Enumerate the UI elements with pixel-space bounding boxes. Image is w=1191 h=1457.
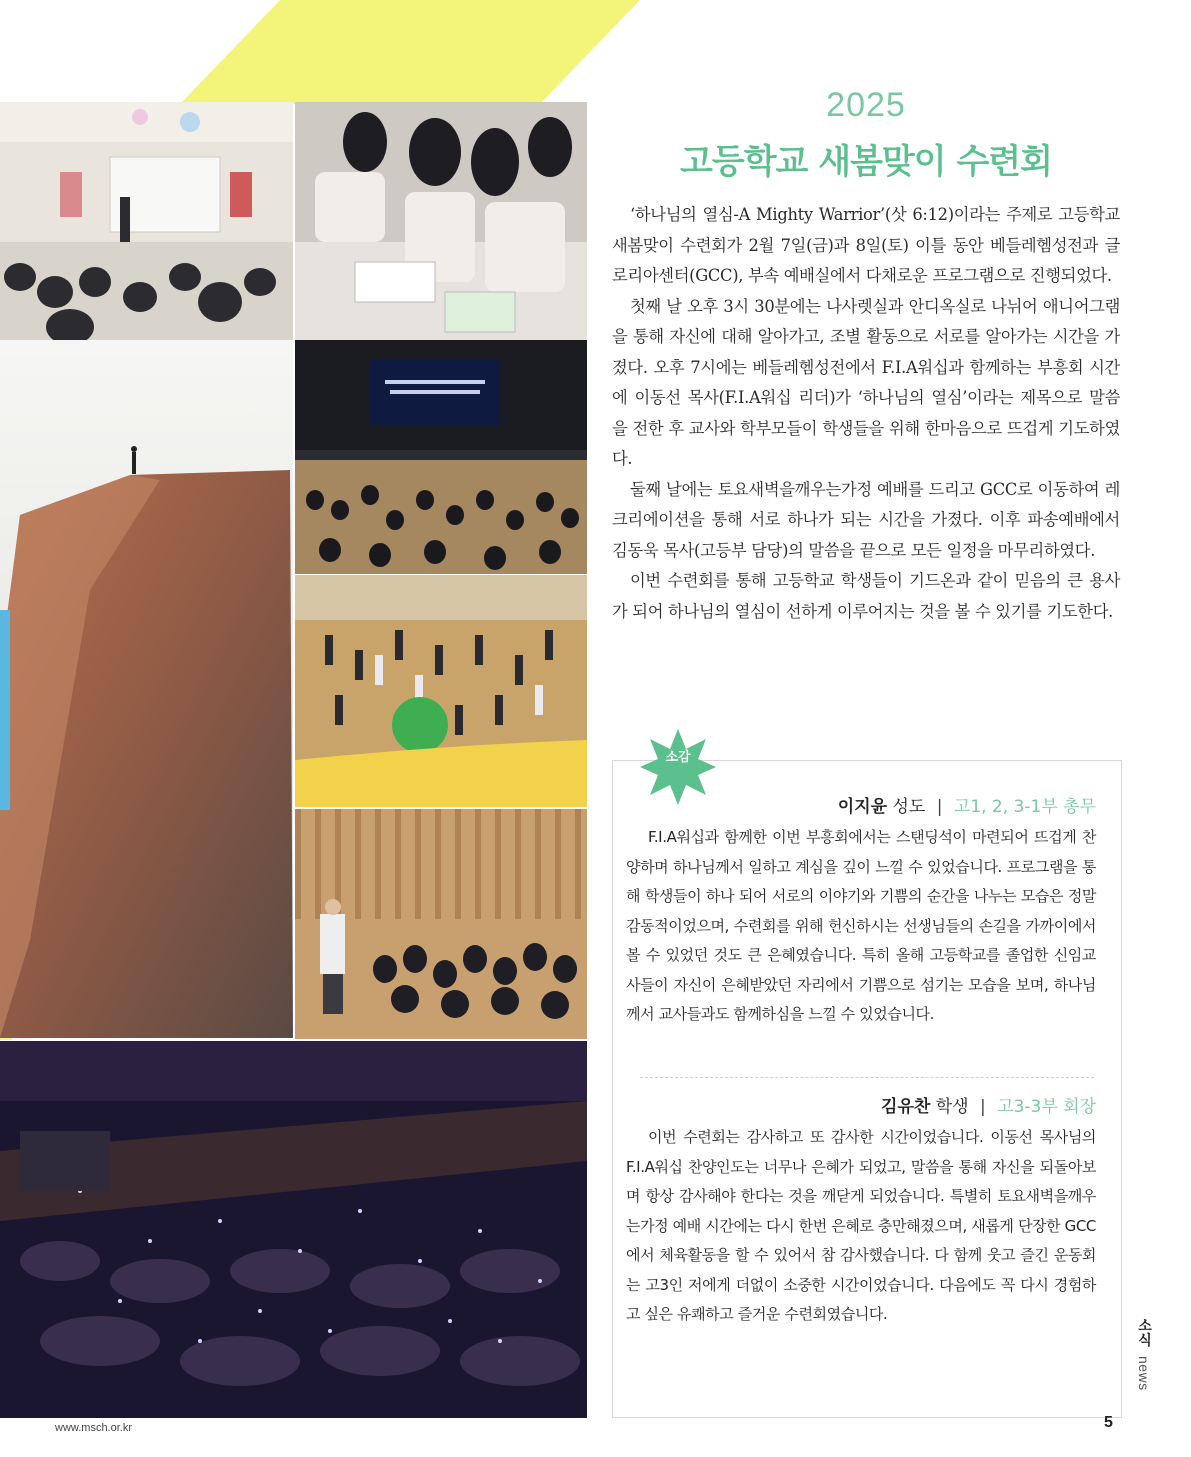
byline-separator: | — [936, 797, 943, 817]
testimonial-paragraph: 이번 수련회는 감사하고 또 감사한 시간이었습니다. 이동선 목사님의 F.I.A워십 찬양인도는 너무나 은혜가 되었고, 말씀을 통해 자신을 되돌아보며 항상 감사해야 한다는 것을 깨닫게 되었습니다. 특별히 토요새벽을깨우는가정 예배 시간에는 다시 한번 은혜로 충만해졌으며, 새롭게 단장한 GCC에서 체육활동을 할 수 있어서 참 감사했습니다. 다 함께 웃고 즐긴 운동회는 고3인 저에게 더없이 소중한 시간이었습니다. 다음에도 꼭 다시 경험하고 싶은 유쾌하고 즐거운 수련회였습니다. — [626, 1128, 1096, 1323]
byline-separator: | — [980, 1097, 986, 1117]
article-paragraph: 이번 수련회를 통해 고등학교 학생들이 기드온과 같이 믿음의 큰 용사가 되어 하나님의 열심이 선하게 이루어지는 것을 볼 수 있기를 기도한다. — [612, 571, 1120, 621]
testimonial-item — [626, 792, 1096, 1030]
testimonial-text — [626, 823, 1096, 1030]
page-title: 고등학교 새봄맞이 수련회 — [680, 142, 1052, 182]
section-tab-text — [1134, 1318, 1154, 1391]
photo-seminar-room — [0, 102, 293, 340]
testimonial-item — [626, 1092, 1096, 1330]
reviewer-title: 성도 — [892, 797, 926, 817]
photo-gym-recreation — [295, 575, 587, 807]
article-body — [612, 200, 1120, 627]
page-number: 5 — [1104, 1414, 1113, 1431]
photo-students-writing — [295, 102, 587, 340]
section-tab-english: news — [1136, 1355, 1152, 1391]
article-paragraph: 둘째 날에는 토요새벽을깨우는가정 예배를 드리고 GCC로 이동하여 레크리에이션을 통해 서로 하나가 되는 시간을 가졌다. 이후 파송예배에서 김동욱 목사(고등부 담당)의 말씀을 끝으로 모든 일정을 마무리하였다. — [612, 479, 1120, 560]
reviewer-role: 고3-3부 회장 — [997, 1097, 1096, 1117]
event-year: 2025 — [826, 86, 906, 124]
reviewer-name: 김유찬 — [881, 1097, 931, 1117]
yellow-banner-decoration — [0, 0, 640, 104]
reviewer-title: 학생 — [935, 1097, 969, 1117]
reviewer-name: 이지윤 — [837, 797, 888, 817]
reviewer-role: 고1, 2, 3-1부 총무 — [953, 797, 1096, 817]
photo-cliff-climber — [0, 340, 293, 1038]
article-paragraph: 첫째 날 오후 3시 30분에는 나사렛실과 안디옥실로 나뉘어 애니어그램을 통해 자신에 대해 알아가고, 조별 활동으로 서로를 알아가는 시간을 가졌다. 오후 7시에는 베들레헴성전에서 F.I.A워십과 함께하는 부흥회 시간에 이동선 목사(F.I.A워십 리더)가 ‘하나님의 열심’이라는 제목으로 말씀을 전한 후 교사와 학부모들이 학생들을 위해 한마음으로 뜨겁게 기도하였다. — [612, 296, 1120, 468]
testimonial-divider — [640, 1077, 1094, 1078]
photo-hall-presentation — [295, 340, 587, 574]
section-tab — [1134, 1318, 1158, 1398]
testimonial-byline — [626, 792, 1096, 817]
footer-website-url[interactable]: www.msch.or.kr — [55, 1422, 133, 1434]
photo-worship-night — [0, 1041, 587, 1418]
testimonials-badge-label: 소감 — [665, 750, 691, 765]
testimonial-byline — [626, 1092, 1096, 1117]
testimonial-text — [626, 1123, 1096, 1330]
article-paragraph: ‘하나님의 열심-A Mighty Warrior’(삿 6:12)이라는 주제로 고등학교 새봄맞이 수련회가 2월 7일(금)과 8일(토) 이틀 동안 베들레헴성전과 글로리아센터(GCC), 부속 예배실에서 다채로운 프로그램으로 진행되었다. — [612, 205, 1120, 285]
photo-gym-leader — [295, 809, 587, 1039]
section-tab-korean: 소식 — [1136, 1318, 1152, 1347]
testimonial-paragraph: F.I.A워십과 함께한 이번 부흥회에서는 스탠딩석이 마련되어 뜨겁게 찬양하며 하나님께서 일하고 계심을 깊이 느낄 수 있었습니다. 프로그램을 통해 학생들이 하나 되어 서로의 이야기와 기쁨의 순간을 나누는 모습은 정말 감동적이었으며, 수련회를 위해 헌신하시는 선생님들의 손길을 가까이에서 볼 수 있었던 것도 큰 은혜였습니다. 특히 올해 고등학교를 졸업한 신임교사들이 자신이 은혜받았던 자리에서 기쁨으로 섬기는 모습을 보며, 하나님께서 교사들과도 함께하심을 느낄 수 있었습니다. — [626, 828, 1096, 1023]
